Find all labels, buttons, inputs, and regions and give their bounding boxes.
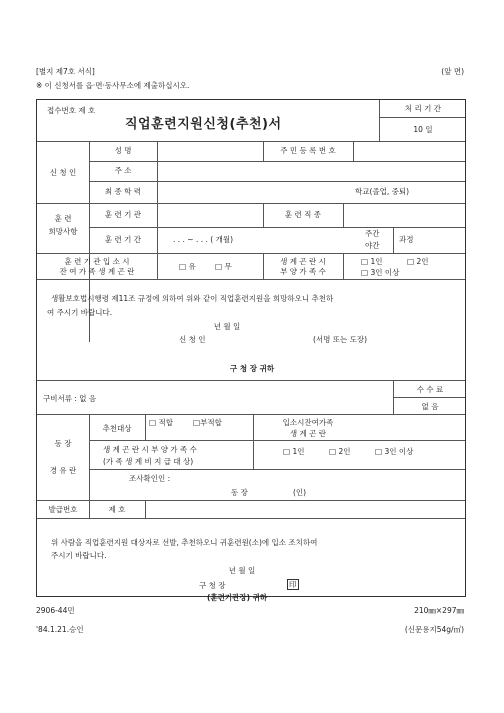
addressee-district-head: 구 청 장 귀하 bbox=[230, 364, 275, 373]
education-label: 최 종 학 력 bbox=[104, 187, 142, 196]
recommend-target-label: 추천대상 bbox=[102, 424, 132, 433]
hardship-no[interactable]: □ 무 bbox=[215, 262, 232, 271]
hardship-opinion-line2: 생 계 곤 란 bbox=[289, 429, 327, 438]
paper-size: 210㎜×297㎜ bbox=[414, 606, 464, 615]
day-course: 주간 bbox=[365, 229, 380, 238]
opinion-dependents-1[interactable]: □ 1인 bbox=[283, 447, 305, 456]
receipt-number-label: 접수번호 제 호 bbox=[47, 106, 96, 115]
name-label: 성 명 bbox=[114, 146, 132, 155]
processing-period-label: 처 리 기 간 bbox=[404, 104, 442, 113]
declaration-date: 년 월 일 bbox=[213, 322, 241, 331]
institution-label: 훈 련 기 관 bbox=[104, 210, 142, 219]
opinion-dependents-3[interactable]: □ 3인 이상 bbox=[375, 447, 414, 456]
declaration-line2: 여 주시기 바랍니다. bbox=[47, 308, 113, 317]
dependents-3[interactable]: □ 3인 이상 bbox=[361, 268, 400, 277]
processing-period-value: 10 일 bbox=[413, 125, 433, 134]
required-documents: 구비서류 : 없 음 bbox=[43, 394, 97, 403]
rrn-label: 주 민 등 록 번 호 bbox=[280, 146, 336, 155]
training-section-2: 희망사항 bbox=[48, 227, 78, 236]
applicant-section: 신 청 인 bbox=[49, 168, 77, 177]
approval-date: '84.1.21.승인 bbox=[36, 625, 84, 634]
applicant-signature-label: 신 청 인 bbox=[179, 335, 206, 344]
application-form bbox=[36, 99, 466, 602]
issue-number-value: 제 호 bbox=[108, 505, 126, 514]
addressee-institution-head: (훈련기관장) 귀하 bbox=[207, 593, 268, 602]
page-side: (앞 면) bbox=[441, 67, 464, 76]
night-course: 야간 bbox=[365, 241, 380, 250]
district-head-signer: 구 청 장 bbox=[199, 581, 226, 590]
period-label: 훈 련 기 간 bbox=[104, 235, 142, 244]
dependents-line2: 부 양 가 족 수 bbox=[280, 267, 326, 276]
form-title: 직업훈련지원신청(추천)서 bbox=[125, 117, 282, 132]
dong-chief-seal: (인) bbox=[293, 488, 307, 497]
official-stamp: 印 bbox=[289, 580, 297, 589]
fit-checkbox[interactable]: □ 적합 bbox=[149, 418, 173, 427]
form-number: [별지 제7호 서식] bbox=[36, 67, 95, 76]
dependents-opinion-line1: 생 계 곤 란 시 부 양 가 족 수 bbox=[103, 445, 197, 454]
paper-type: (신문용지54g/㎡) bbox=[404, 625, 464, 634]
recommendation-line2: 주시기 바랍니다. bbox=[51, 551, 107, 560]
fee-label: 수 수 료 bbox=[416, 385, 444, 394]
address-label: 주 소 bbox=[114, 166, 132, 175]
course-label: 과정 bbox=[399, 235, 414, 244]
fee-value: 없 음 bbox=[421, 402, 439, 411]
dependents-2[interactable]: □ 2인 bbox=[407, 257, 429, 266]
form-code: 2906-44민 bbox=[36, 606, 75, 615]
recommendation-line1: 위 사람을 직업훈련지원 대상자로 선발, 추천하오니 귀훈련원(소)에 입소 조치하여 bbox=[51, 538, 318, 547]
recommendation-date: 년 월 일 bbox=[228, 566, 256, 575]
hardship-opinion-line1: 입소시잔여가족 bbox=[282, 418, 334, 427]
family-hardship-line2: 잔 여 가 족 생 계 곤 란 bbox=[59, 267, 135, 276]
submission-note: ※ 이 신청서를 읍·면·동사무소에 제출하십시오. bbox=[36, 81, 190, 90]
dependents-line1: 생 계 곤 란 시 bbox=[280, 257, 326, 266]
investigator-label: 조사확인인 : bbox=[129, 474, 171, 483]
signature-or-seal: (서명 또는 도장) bbox=[313, 335, 368, 344]
dependents-opinion-line2: (가 족 생 계 비 지 급 대 상) bbox=[103, 457, 194, 466]
family-hardship-line1: 훈 련 기 관 입 소 시 bbox=[64, 257, 130, 266]
unfit-checkbox[interactable]: □부적합 bbox=[193, 418, 222, 427]
occupation-label: 훈 련 직 종 bbox=[284, 210, 322, 219]
dong-chief-label: 동 장 bbox=[231, 488, 248, 497]
issue-number-label: 발급번호 bbox=[48, 505, 78, 514]
declaration-line1: 생활보호법시행령 제11조 규정에 의하여 위와 같이 직업훈련지원을 희망하오니 추천하 bbox=[51, 294, 334, 303]
period-value: . . . ~ . . . ( 개월) bbox=[173, 235, 234, 244]
training-section-1: 훈 련 bbox=[54, 214, 72, 223]
hardship-yes[interactable]: □ 유 bbox=[179, 262, 196, 271]
dependents-1[interactable]: □ 1인 bbox=[361, 257, 383, 266]
opinion-dependents-2[interactable]: □ 2인 bbox=[329, 447, 351, 456]
school-status: 학교(졸업, 중퇴) bbox=[355, 187, 410, 196]
routing-side: 경 유 란 bbox=[49, 466, 77, 475]
dong-chief-side: 동 장 bbox=[54, 439, 72, 448]
